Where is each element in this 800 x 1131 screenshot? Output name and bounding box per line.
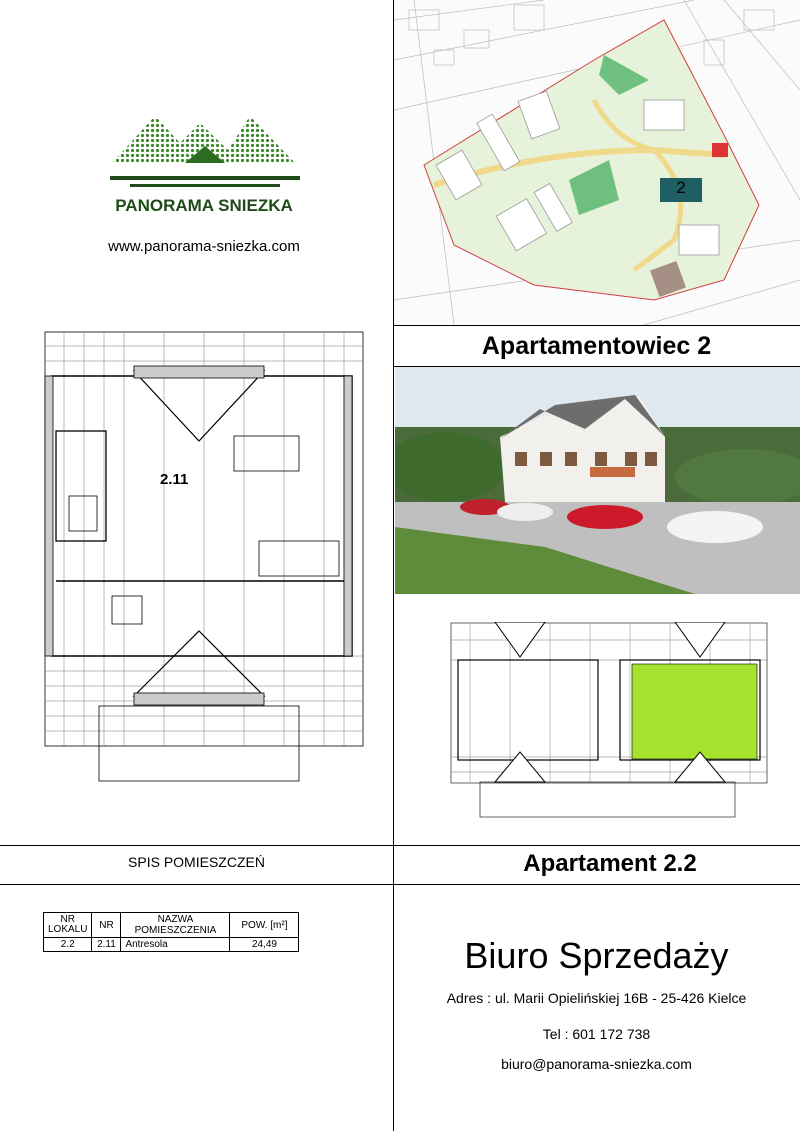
apartment-location-plan	[450, 622, 768, 818]
sales-office-address: Adres : ul. Marii Opielińskiej 16B - 25-426 Kielce	[446, 990, 747, 1006]
room-number-label: 2.11	[160, 471, 189, 488]
room-list-title: SPIS POMIESZCZEŃ	[128, 854, 265, 870]
apartment-title: Apartament 2.2	[523, 850, 697, 877]
floor-plan	[44, 331, 364, 783]
building-render	[395, 367, 800, 594]
room-table	[43, 912, 299, 952]
website-link[interactable]: www.panorama-sniezka.com	[108, 238, 300, 255]
table-header-row	[44, 913, 299, 938]
building-number-label: 2	[676, 178, 686, 197]
table-cell: 2.2	[44, 938, 92, 952]
brand-name: PANORAMA SNIEZKA	[115, 196, 293, 215]
table-cell: 2.11	[92, 938, 121, 952]
table-cell: Antresola	[121, 938, 230, 952]
sales-office-email[interactable]: biuro@panorama-sniezka.com	[501, 1056, 692, 1072]
logo-block	[100, 68, 308, 258]
table-header: NR	[92, 913, 121, 938]
table-cell: 24,49	[230, 938, 299, 952]
site-plan	[394, 0, 800, 325]
building-title: Apartamentowiec 2	[481, 332, 712, 360]
divider	[0, 845, 800, 846]
sales-office-phone[interactable]: Tel : 601 172 738	[542, 1026, 651, 1042]
table-header: NR LOKALU	[44, 913, 92, 938]
divider	[393, 325, 800, 326]
sales-office-title: Biuro Sprzedaży	[464, 935, 729, 976]
table-header: NAZWA POMIESZCZENIA	[121, 913, 230, 938]
divider	[0, 884, 800, 885]
table-header: POW. [m²]	[230, 913, 299, 938]
table-row	[44, 938, 299, 952]
